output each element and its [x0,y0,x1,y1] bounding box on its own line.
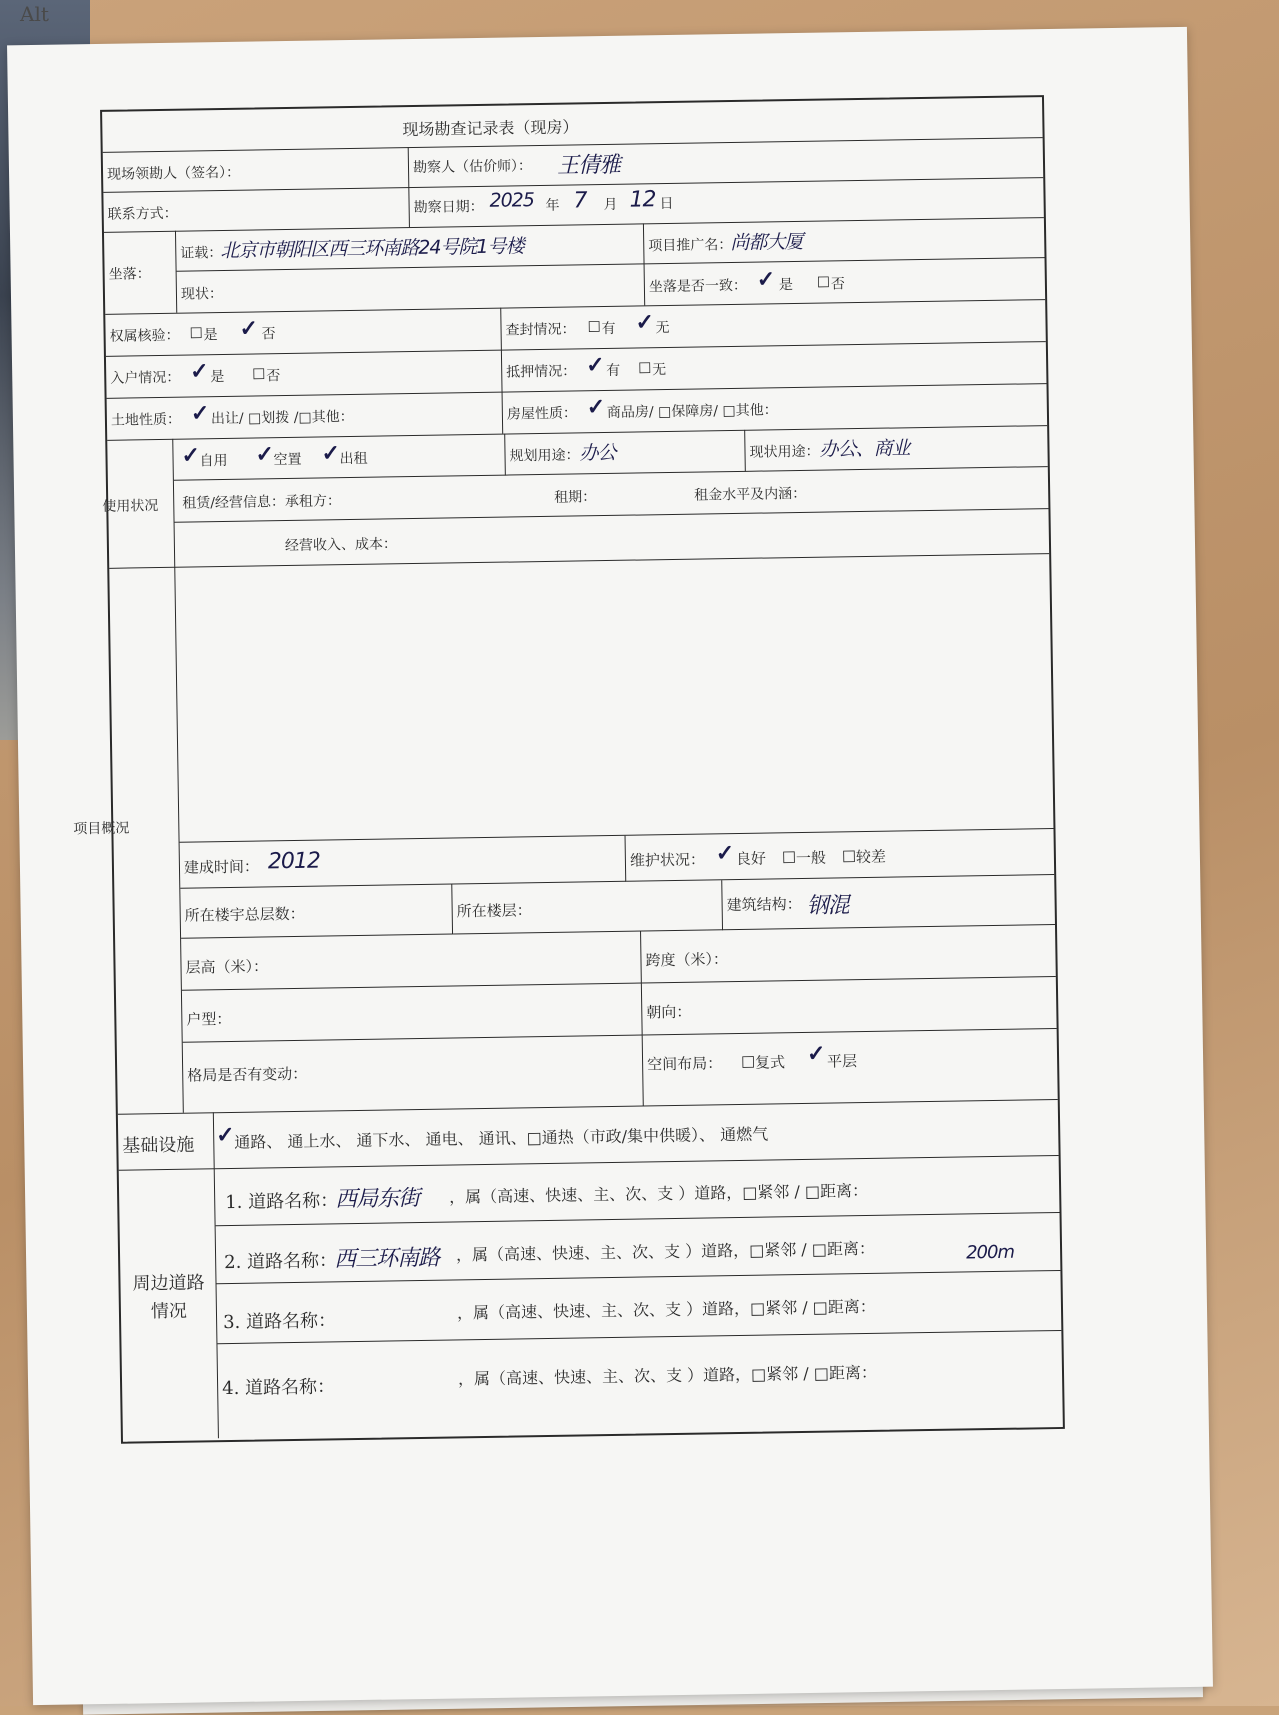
roads-label-2: 情况 [150,1300,188,1323]
date-year-unit: 年 [545,197,560,214]
ownership-label: 权属核验： [109,327,180,345]
maint-label: 维护状况： [629,850,706,870]
roads-label-1: 周边道路 [132,1272,205,1295]
surveyor-label: 勘察人（估价师）： [412,158,533,177]
road2-value: 西三环南路 [333,1245,440,1273]
project-cell [644,217,1045,264]
road3-label: 3. 道路名称： [222,1310,337,1334]
usage-options-cell [173,434,506,481]
orient-cell [642,977,1057,1035]
surveyor-value: 王倩雅 [556,152,621,179]
road1-value: 西局东街 [335,1186,420,1213]
usage-vacant-tick-icon: ✓ [255,441,275,468]
roads-row [119,1155,1063,1440]
entry-no: 否 [266,368,281,385]
contact-label: 联系方式： [107,205,178,223]
contact-cell [103,187,410,232]
project-label: 项目推广名： [648,237,733,255]
survey-form [73,95,1065,1444]
usage-vacant: 空置 [273,451,302,469]
cert-cell [176,223,645,271]
overview-blank [175,553,1053,843]
mortgage-no-box-icon: □ [638,359,652,376]
mortgage-label: 抵押情况： [506,363,577,381]
plan-value: 办公 [579,441,616,465]
layout-change-cell [183,1036,644,1113]
location-label-cell [104,231,177,314]
lease-label: 租赁/经营信息：承租方： [182,493,342,512]
space-duplex: 复式 [754,1053,786,1072]
span-cell [641,925,1056,983]
road4-type: ，属（高速、快速、主、次、支 ）道路，□紧邻 / □距离： [457,1362,878,1389]
date-month: 7 [573,188,587,214]
overview-label: 项目概况 [73,820,130,838]
infra-text: 通路、 通上水、 通下水、 通电、 通讯、□通热（市政/集中供暖）、 通燃气 [234,1124,769,1152]
roads-label-cell [119,1168,219,1439]
road2-distance: 200m [965,1241,1015,1264]
project-value: 尚都大厦 [730,230,803,255]
usage-label-cell [102,439,175,568]
usage-rent-tick-icon: ✓ [321,440,341,467]
span-label: 跨度（米）： [645,950,729,970]
plan-label: 规划用途： [509,447,580,465]
infra-label: 基础设施 [122,1134,195,1157]
location-label: 坐落： [108,266,151,283]
ownership-no: 否 [261,326,276,343]
overview-label-cell [73,567,184,1114]
rent-label: 租金水平及内涵： [694,485,807,504]
seal-yes: 有 [601,320,616,338]
road4-label: 4. 道路名称： [221,1376,336,1400]
road2-type: ，属（高速、快速、主、次、支 ）道路，□紧邻 / □距离： [455,1238,876,1265]
plan-cell [505,430,746,476]
seal-label: 查封情况： [505,321,576,339]
struct-value: 钢混 [806,893,849,919]
maint-good: 良好 [735,849,767,869]
space-flat-tick-icon: ✓ [806,1040,826,1067]
date-year: 2025 [489,189,535,212]
house-tick-icon: ✓ [586,394,606,421]
struct-cell [722,875,1055,930]
built-cell [180,836,627,889]
ownership-yes: 是 [203,327,218,344]
consistent-yes-tick-icon: ✓ [756,266,776,293]
cert-value: 北京市朝阳区西三环南路24号院1号楼 [220,235,524,263]
maint-bad-box-icon: □ [841,846,857,865]
term-label: 租期： [554,489,597,506]
usage-row [102,425,1049,569]
ownership-no-tick-icon: ✓ [239,315,259,342]
orient-label: 朝向： [646,1002,692,1022]
usage-self-tick-icon: ✓ [181,442,201,469]
floors-cell [180,884,453,938]
space-label: 空间布局： [646,1054,723,1074]
lead-label: 现场领勘人（签名）： [106,164,241,183]
road2-label: 2. 道路名称： [224,1250,338,1274]
date-day-unit: 日 [659,195,674,213]
status-use-value: 办公、商业 [819,437,910,461]
entry-yes-tick-icon: ✓ [189,358,209,385]
layout-change-label: 格局是否有变动： [187,1064,308,1085]
status-use-label: 现状用途： [749,443,820,461]
overview-row [73,553,1057,1115]
height-cell [181,932,642,991]
entry-yes: 是 [210,368,225,386]
date-label: 勘察日期： [413,198,484,217]
land-options: 出让/ □划拨 /□其他： [210,408,354,428]
current-label: 现状： [180,286,224,303]
ownership-cell [105,308,502,356]
height-label: 层高（米）： [185,957,269,977]
mortgage-no: 无 [652,362,667,379]
entry-no-box-icon: □ [252,365,266,382]
status-use-cell [745,425,1048,472]
mortgage-yes: 有 [606,362,621,379]
form-title: 现场勘查记录表（现房） [402,117,579,140]
struct-label: 建筑结构： [726,894,802,915]
maint-bad: 较差 [855,847,887,867]
maint-mid-box-icon: □ [781,847,797,866]
seal-no-tick-icon: ✓ [635,309,655,336]
space-cell [643,1029,1058,1105]
consistent-no-box-icon: □ [816,273,831,290]
income-label: 经营收入、成本： [284,536,398,555]
mortgage-yes-tick-icon: ✓ [585,352,605,379]
road1-label: 1. 道路名称： [225,1190,339,1214]
entry-cell [106,350,503,398]
space-duplex-box-icon: □ [740,1051,756,1070]
usage-label: 使用状况 [102,498,159,515]
infra-label-cell [118,1112,215,1170]
infra-tick-icon: ✓ [215,1121,235,1149]
date-month-unit: 月 [603,196,618,214]
unit-cell [182,984,643,1043]
ownership-yes-box-icon: □ [189,324,203,341]
date-day: 12 [629,187,656,213]
usage-rent: 出租 [339,450,368,468]
location-row [104,217,1045,315]
house-label: 房屋性质： [506,405,578,423]
land-tick-icon: ✓ [190,400,210,427]
consistent-cell [645,258,1046,305]
road3-type: ，属（高速、快速、主、次、支 ）道路，□紧邻 / □距离： [456,1296,876,1323]
corner-text: Alt [20,2,49,26]
survey-sheet [7,27,1213,1705]
land-cell [107,392,504,440]
land-label: 土地性质： [110,411,182,429]
consistent-label: 坐落是否一致： [648,277,748,296]
floor-cell [452,880,723,934]
consistent-yes: 是 [778,277,794,294]
space-flat: 平层 [826,1052,858,1071]
floor-label: 所在楼层： [456,901,532,921]
maint-cell [626,829,1055,882]
lead-cell [103,147,410,192]
cert-label: 证载： [180,245,223,262]
maint-mid: 一般 [795,848,827,868]
entry-label: 入户情况： [110,369,181,387]
road1-type: ，属（高速、快速、主、次、支 ）道路，□紧邻 / □距离： [449,1180,869,1207]
floors-label: 所在楼宇总层数： [184,904,305,925]
seal-yes-box-icon: □ [587,318,601,335]
seal-no: 无 [655,319,670,337]
built-label: 建成时间： [183,857,260,877]
maint-good-tick-icon: ✓ [715,840,735,867]
built-value: 2012 [267,848,321,875]
consistent-no: 否 [830,276,846,293]
road4-cell [217,1331,1062,1436]
unit-label: 户型： [186,1009,232,1029]
house-options: 商品房/ □保障房/ □其他： [606,402,778,421]
usage-self: 自用 [199,452,228,470]
